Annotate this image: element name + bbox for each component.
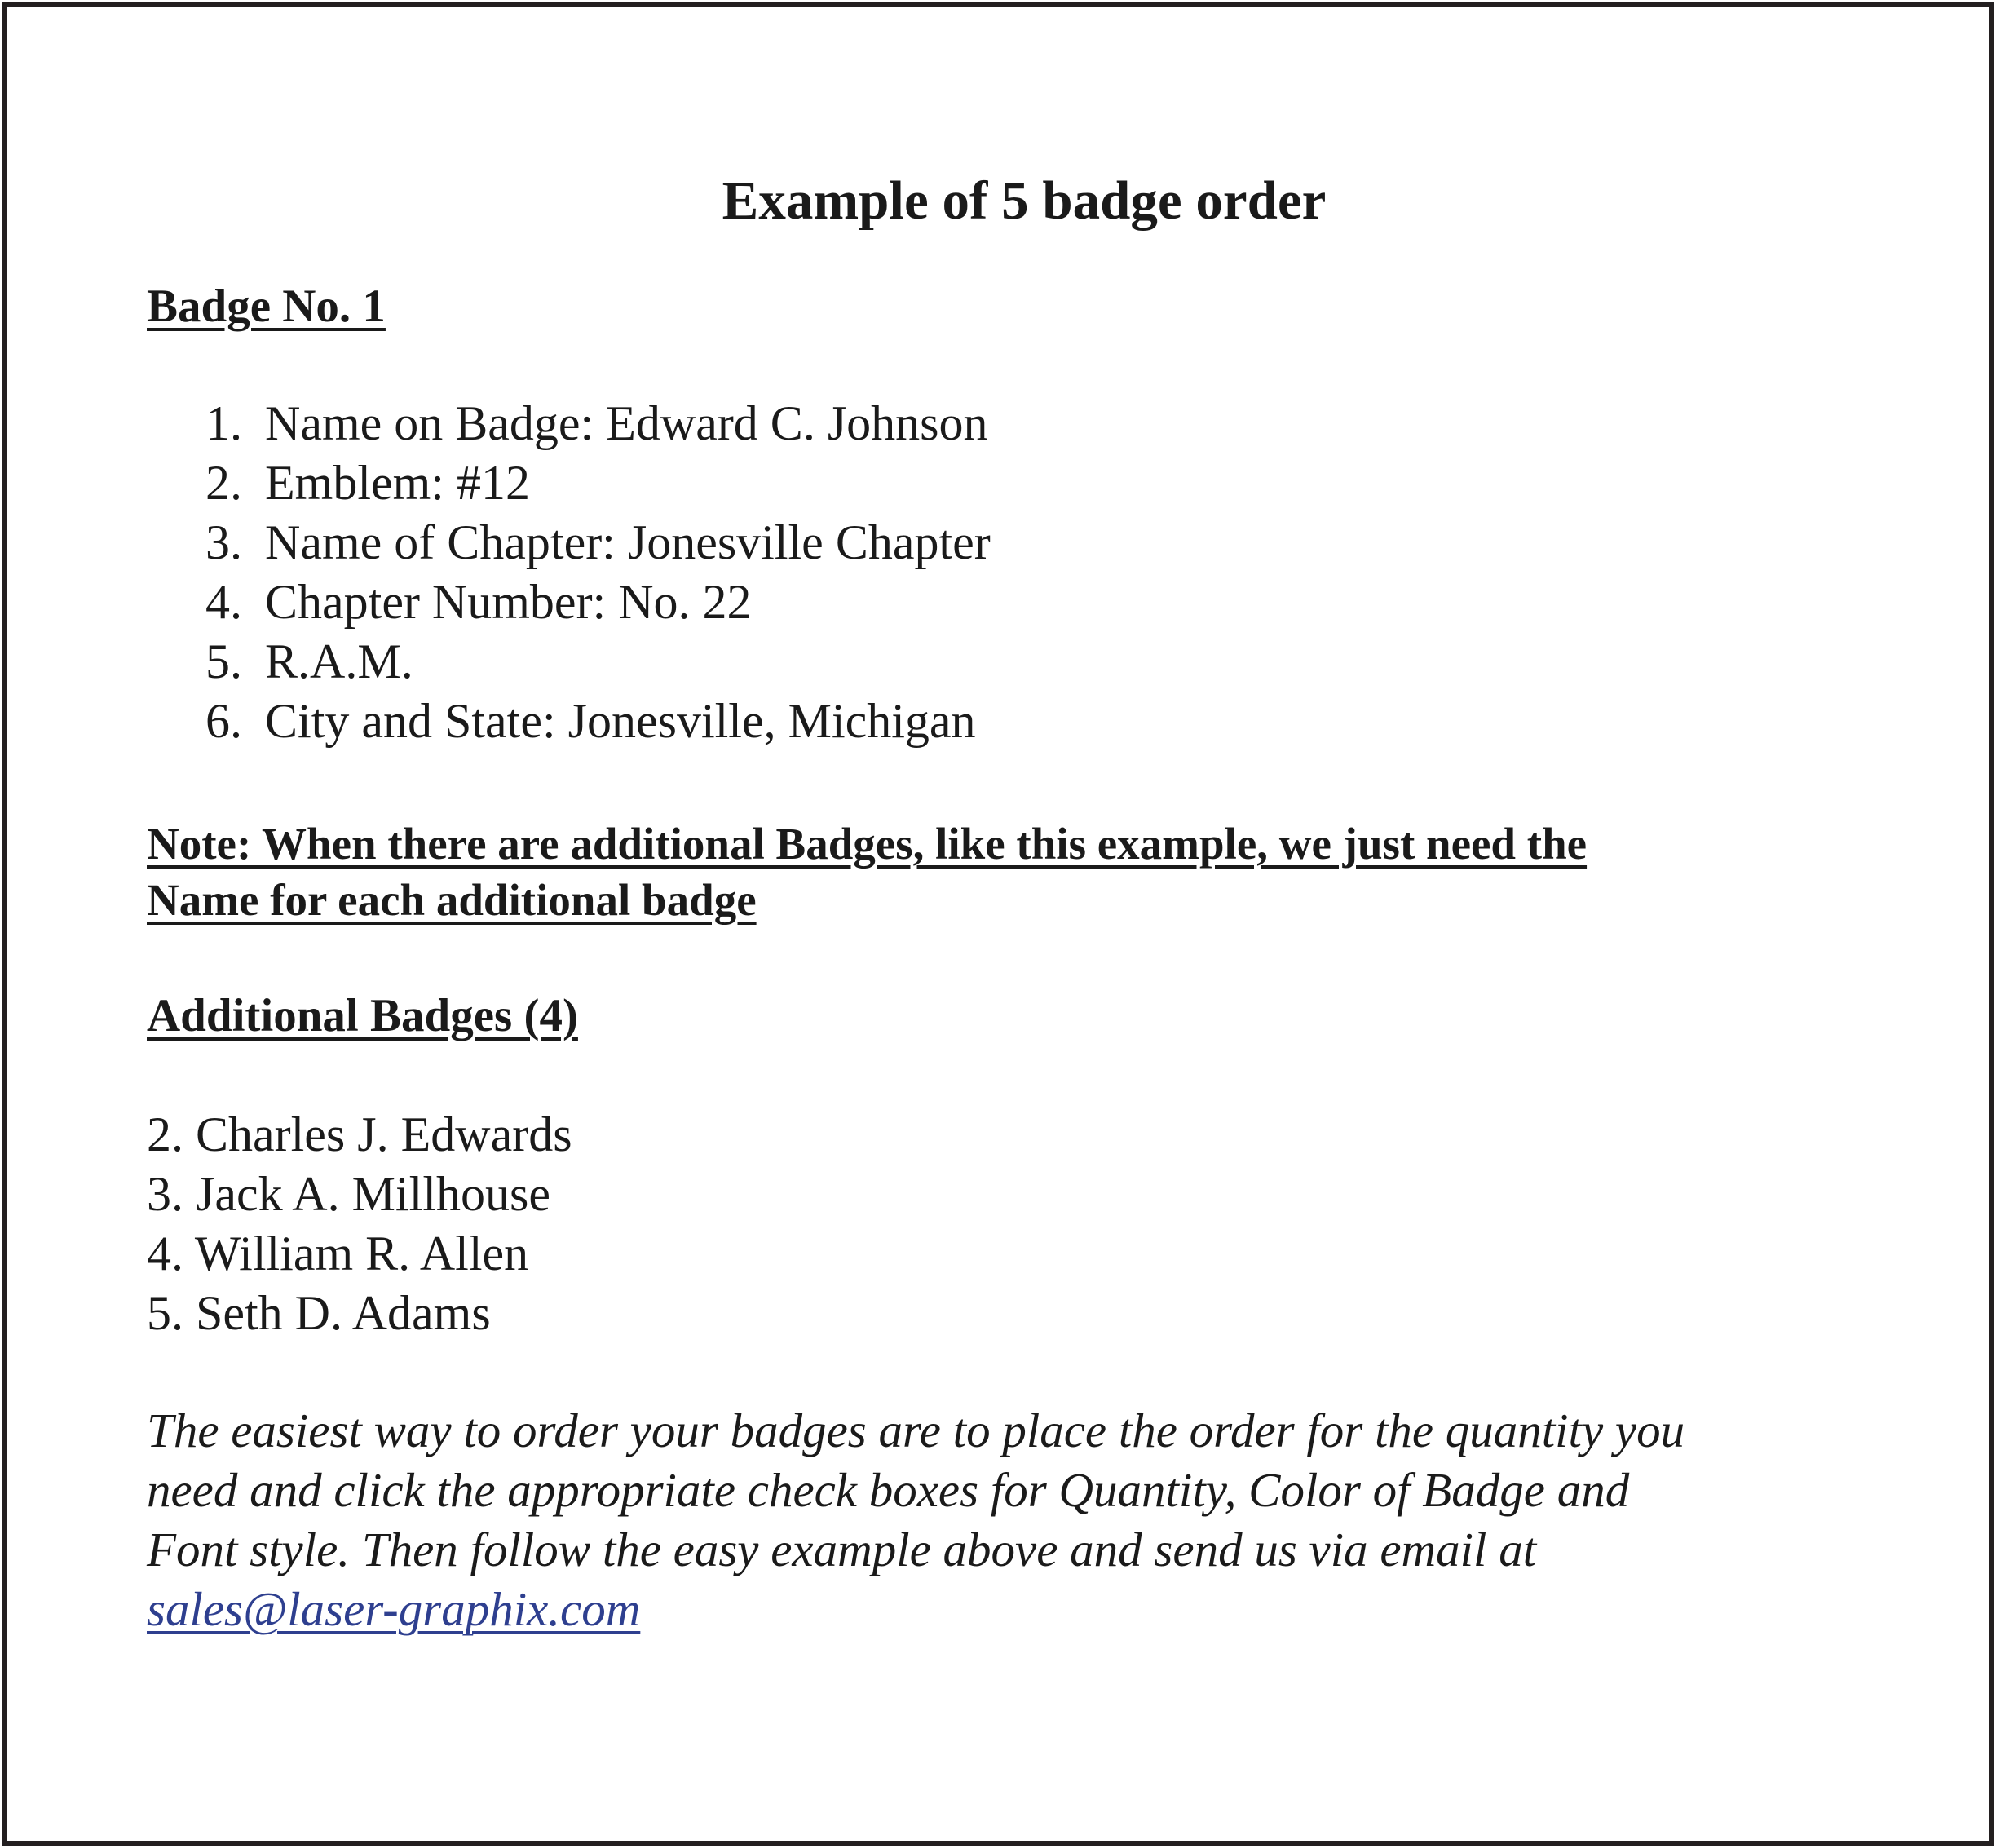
list-item: 2. Charles J. Edwards bbox=[147, 1107, 572, 1161]
list-number: 4. bbox=[205, 575, 242, 629]
list-item: 5. Seth D. Adams bbox=[147, 1286, 491, 1340]
note-line: Name for each additional badge bbox=[147, 875, 757, 925]
list-text: Name on Badge: Edward C. Johnson bbox=[265, 396, 988, 450]
list-text: Name of Chapter: Jonesville Chapter bbox=[265, 515, 991, 569]
list-text: R.A.M. bbox=[265, 634, 413, 688]
list-number: 2. bbox=[205, 456, 242, 510]
badge-details-list bbox=[205, 394, 991, 751]
additional-names-list bbox=[147, 1105, 572, 1343]
list-item bbox=[205, 632, 991, 692]
badge-heading: Badge No. 1 bbox=[147, 281, 386, 332]
list-item bbox=[205, 394, 991, 453]
closing-line: need and click the appropriate check boxes for Quantity, Color of Badge and bbox=[147, 1463, 1630, 1517]
list-number: 6. bbox=[205, 694, 242, 748]
email-link[interactable]: sales@laser-graphix.com bbox=[147, 1582, 641, 1636]
list-item: 3. Jack A. Millhouse bbox=[147, 1167, 550, 1221]
additional-badges-heading: Additional Badges (4) bbox=[147, 990, 578, 1041]
list-number: 1. bbox=[205, 396, 242, 450]
note-line: Note: When there are additional Badges, like this example, we just need the bbox=[147, 819, 1588, 869]
list-text: City and State: Jonesville, Michigan bbox=[265, 694, 976, 748]
list-text: Chapter Number: No. 22 bbox=[265, 575, 752, 629]
list-item: 4. William R. Allen bbox=[147, 1227, 529, 1280]
list-item bbox=[205, 692, 991, 751]
document-title: Example of 5 badge order bbox=[722, 170, 1327, 231]
closing-paragraph bbox=[147, 1401, 1883, 1639]
list-text: Emblem: #12 bbox=[265, 456, 530, 510]
list-item bbox=[205, 513, 991, 573]
list-item bbox=[205, 573, 991, 632]
closing-line: The easiest way to order your badges are to place the order for the quantity you bbox=[147, 1404, 1685, 1457]
list-number: 3. bbox=[205, 515, 242, 569]
list-number: 5. bbox=[205, 634, 242, 688]
closing-line: Font style. Then follow the easy example above and send us via email at bbox=[147, 1523, 1537, 1576]
list-item bbox=[205, 453, 991, 513]
note-paragraph bbox=[147, 816, 1587, 928]
